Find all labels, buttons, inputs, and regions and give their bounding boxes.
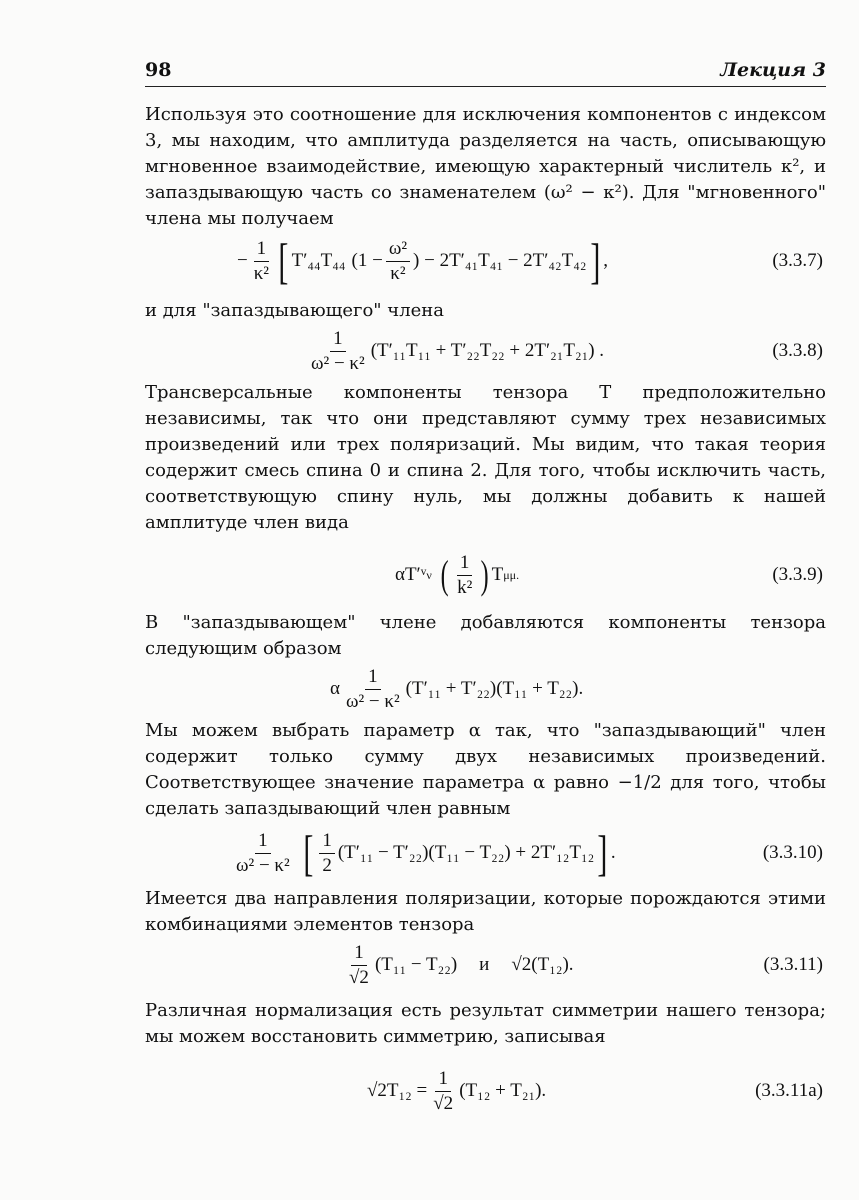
equation-body: $\frac{1}{\text{ω² − κ²}}$ (T′₁₁T₁₁ + T′₂₂T₂₂ + 2T′₂₁T₂₁) . (305, 324, 604, 378)
page-header (145, 56, 826, 84)
running-title: Лекция 3 (720, 59, 826, 81)
paragraph-5: Мы можем выбрать параметр α так, что "запаздывающий" член содержит только сумму двух независимых произведений. Соответствующее значение параметра α равно −1/2 для того, чтобы сделать запаздывающий член равным (145, 720, 826, 819)
fraction: $\frac{\text{ω²}}{\text{κ²}}$ (386, 238, 410, 285)
paragraph-7: Различная нормализация есть результат симметрии нашего тензора; мы можем восстановить симметрию, записывая (145, 1000, 826, 1047)
fraction: $\frac{1}{\text{ω² − κ²}}$ (345, 665, 400, 712)
equation-body: α $\frac{1}{\text{ω² − κ²}}$ (T′₁₁ + T′₂₂)(T₁₁ + T₂₂). (330, 665, 584, 712)
equation-number: (3.3.11a) (755, 1080, 823, 1101)
equation-3-3-8 (145, 324, 826, 378)
equation-body: αT′ᵛ ν ( $\frac{1}{\text{k²}}$ ) T μ μ. (395, 551, 520, 598)
equation-number: (3.3.11) (763, 954, 823, 975)
fraction: $\frac{1}{√2}$ (433, 1067, 454, 1114)
equation-3-3-11 (145, 938, 826, 992)
equation-3-3-11a (145, 1062, 826, 1120)
equation-number: (3.3.9) (772, 564, 823, 585)
paragraph-2: и для "запаздывающего" члена (145, 300, 445, 321)
equation-3-3-7 (145, 232, 826, 290)
paragraph-3: Трансверсальные компоненты тензора T предположительно независимы, так что они представляют сумму трех независимых произведений или трех поляризаций. Мы видим, что такая теория содержит смесь спина 0 и спина 2. Для того, чтобы исключить часть, соответствующую спину нуль, мы должны добавить к нашей амплитуде член вида (145, 382, 826, 533)
equation-3-3-9 (145, 546, 826, 604)
equation-number: (3.3.8) (772, 340, 823, 361)
fraction: $\frac{1}{2}$ (319, 830, 335, 877)
equation-body: − $\frac{1}{\text{κ²}}$ [ T′₄₄T₄₄ (1 − $\frac{\text{ω²}}{\text{κ²}}$ ) − 2T′₄₁T₄₁ − 2T′₄₂T₄₂ ] , (237, 233, 608, 289)
paragraph-4: В "запаздывающем" члене добавляются компоненты тензора следующим образом (145, 612, 826, 659)
fraction: $\frac{1}{\text{κ²}}$ (253, 237, 269, 284)
paragraph-6: Имеется два направления поляризации, которые порождаются этими комбинациями элементов тензора (145, 888, 826, 935)
page-number: 98 (145, 59, 172, 81)
equation-number: (3.3.7) (772, 250, 823, 271)
equation-body: $\frac{1}{√2}$ (T₁₁ − T₂₂) и √2(T₁₂). (343, 938, 574, 992)
equation-number: (3.3.10) (762, 842, 823, 863)
equation-unnumbered (145, 662, 826, 716)
fraction: $\frac{1}{\text{k²}}$ (457, 551, 473, 598)
equation-body: √2T₁₂ = $\frac{1}{√2}$ (T₁₂ + T₂₁). (367, 1067, 547, 1114)
paragraph-1: Используя это соотношение для исключения компонентов с индексом 3, мы находим, что амплитуда разделяется на часть, описывающую мгновенное взаимодействие, имеющую характерный числитель κ², и запаздывающую часть со знаменателем (ω² − κ²). Для "мгновенного" члена мы получаем (145, 104, 826, 229)
equation-body: $\frac{1}{\text{ω² − κ²}}$ [ $\frac{1}{2}$ (T′₁₁ − T′₂₂)(T₁₁ − T₂₂) + 2T′₁₂T₁₂ ] . (230, 824, 616, 882)
fraction: $\frac{1}{\text{ω² − κ²}}$ (311, 327, 365, 374)
equation-3-3-10 (145, 824, 826, 882)
header-rule (145, 86, 826, 87)
fraction: $\frac{1}{√2}$ (349, 941, 369, 988)
fraction: $\frac{1}{\text{ω² − κ²}}$ (236, 829, 290, 876)
